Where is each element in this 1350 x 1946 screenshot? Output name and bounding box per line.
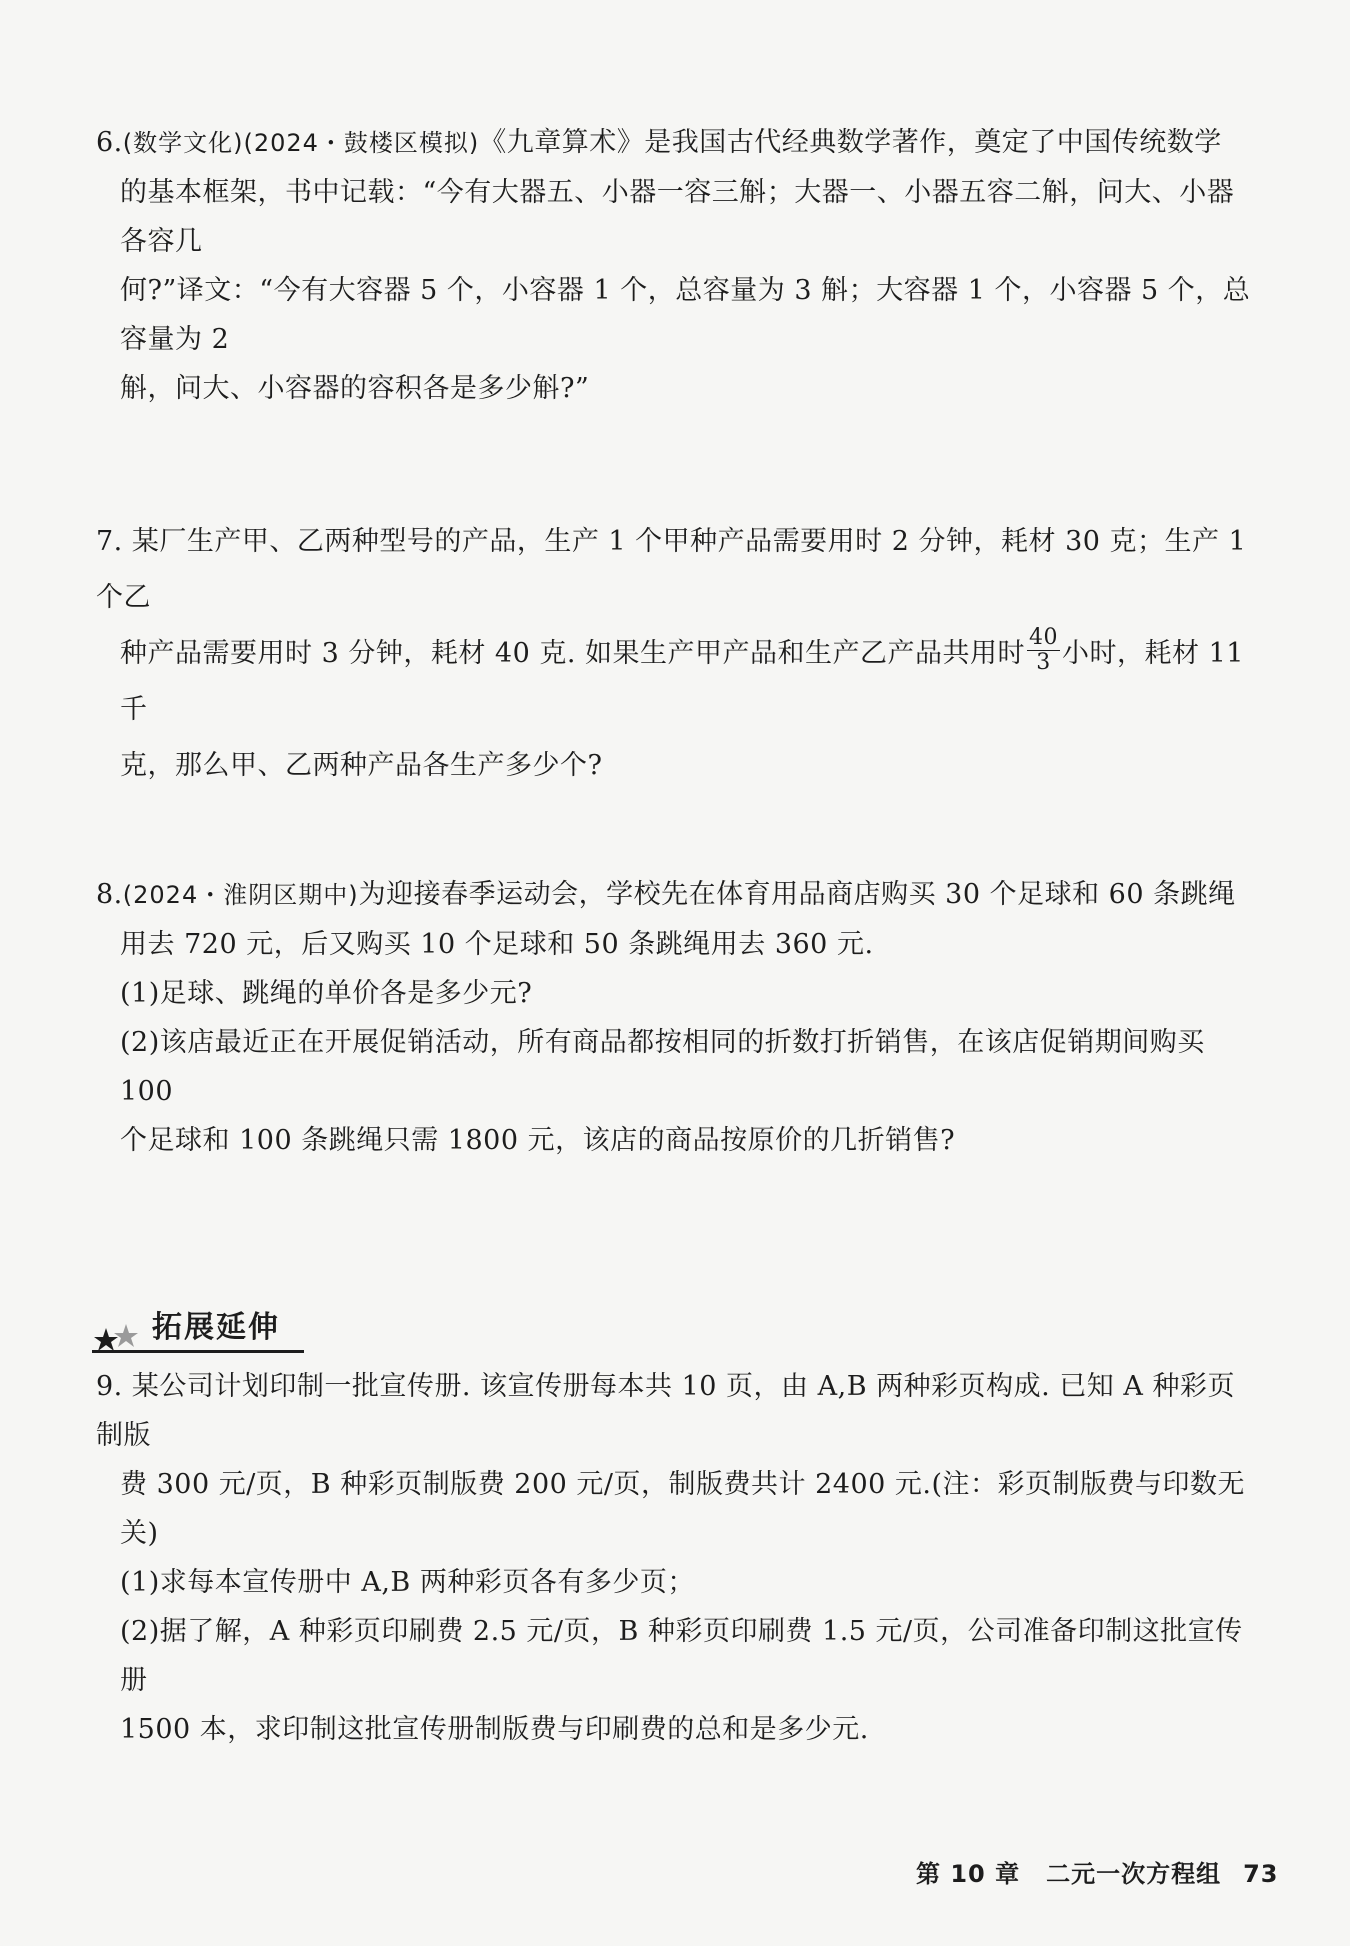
- problem-text: 种产品需要用时 3 分钟，耗材 40 克. 如果生产甲产品和生产乙产品共用时: [120, 638, 1026, 669]
- problem-number: 8.: [96, 879, 123, 910]
- problem-7-line-1: 7. 某厂生产甲、乙两种型号的产品，生产 1 个甲种产品需要用时 2 分钟，耗材 30 克；生产 1 个乙: [96, 526, 1247, 613]
- fraction-numerator: 40: [1029, 625, 1059, 650]
- problem-6-line-1: [96, 118, 1256, 168]
- fraction: [1027, 626, 1060, 675]
- section-underline: [92, 1350, 304, 1353]
- problem-6-line-3: 何?”译文：“今有大容器 5 个，小容器 1 个，总容量为 3 斛；大容器 1 个，小容器 5 个，总容量为 2: [120, 275, 1251, 355]
- problem-7-line-2: [96, 626, 1256, 738]
- source-tag: (2024・淮阴区期中): [122, 881, 359, 909]
- problem-text: 小时，耗材 11 千: [120, 638, 1244, 725]
- problem-6-line-2: 的基本框架，书中记载：“今有大器五、小器一容三斛；大器一、小器五容二斛，问大、小器各容几: [120, 177, 1235, 257]
- problem-8-subquestion-2: (2)该店最近正在开展促销活动，所有商品都按相同的折数打折销售，在该店促销期间购买 100: [120, 1027, 1205, 1107]
- fraction-denominator: 3: [1036, 650, 1051, 675]
- page-footer: [916, 1854, 1279, 1889]
- problem-6-line-4: 斛，问大、小容器的容积各是多少斛?”: [120, 373, 590, 404]
- problem-8: [96, 870, 1256, 1165]
- problem-8-line-1: [96, 870, 1256, 920]
- problem-7-line-3: 克，那么甲、乙两种产品各生产多少个?: [120, 750, 603, 781]
- problem-8-line-2: 用去 720 元，后又购买 10 个足球和 50 条跳绳用去 360 元.: [120, 929, 874, 960]
- problem-text: 《九章算术》是我国古代经典数学著作，奠定了中国传统数学: [479, 127, 1222, 158]
- problem-7: [96, 514, 1256, 794]
- chapter-label: 第 10 章: [916, 1860, 1021, 1888]
- problem-9-subquestion-2-cont: 1500 本，求印制这批宣传册制版费与印刷费的总和是多少元.: [120, 1714, 869, 1745]
- problem-9-subquestion-1: (1)求每本宣传册中 A,B 两种彩页各有多少页；: [120, 1567, 695, 1598]
- problem-8-subquestion-2-cont: 个足球和 100 条跳绳只需 1800 元，该店的商品按原价的几折销售?: [120, 1125, 956, 1156]
- problem-text: 为迎接春季运动会，学校先在体育用品商店购买 30 个足球和 60 条跳绳: [358, 879, 1236, 910]
- page-number: 73: [1243, 1860, 1279, 1888]
- problem-9-subquestion-2: (2)据了解，A 种彩页印刷费 2.5 元/页，B 种彩页印刷费 1.5 元/页，公司准备印制这批宣传册: [120, 1616, 1243, 1696]
- section-heading: [92, 1308, 312, 1352]
- problem-9: [96, 1362, 1256, 1754]
- problem-6: [96, 118, 1256, 413]
- problem-9-line-2: 费 300 元/页，B 种彩页制版费 200 元/页，制版费共计 2400 元.(注：彩页制版费与印数无关): [120, 1469, 1246, 1549]
- chapter-title: 二元一次方程组: [1046, 1860, 1222, 1888]
- source-tag: (数学文化)(2024・鼓楼区模拟): [122, 129, 480, 157]
- stars-icon: [92, 1322, 146, 1352]
- section-title: 拓展延伸: [152, 1310, 280, 1345]
- problem-number: 6.: [96, 127, 123, 158]
- problem-9-line-1: 9. 某公司计划印制一批宣传册. 该宣传册每本共 10 页，由 A,B 两种彩页构成. 已知 A 种彩页制版: [96, 1371, 1235, 1451]
- problem-8-subquestion-1: (1)足球、跳绳的单价各是多少元?: [120, 978, 533, 1009]
